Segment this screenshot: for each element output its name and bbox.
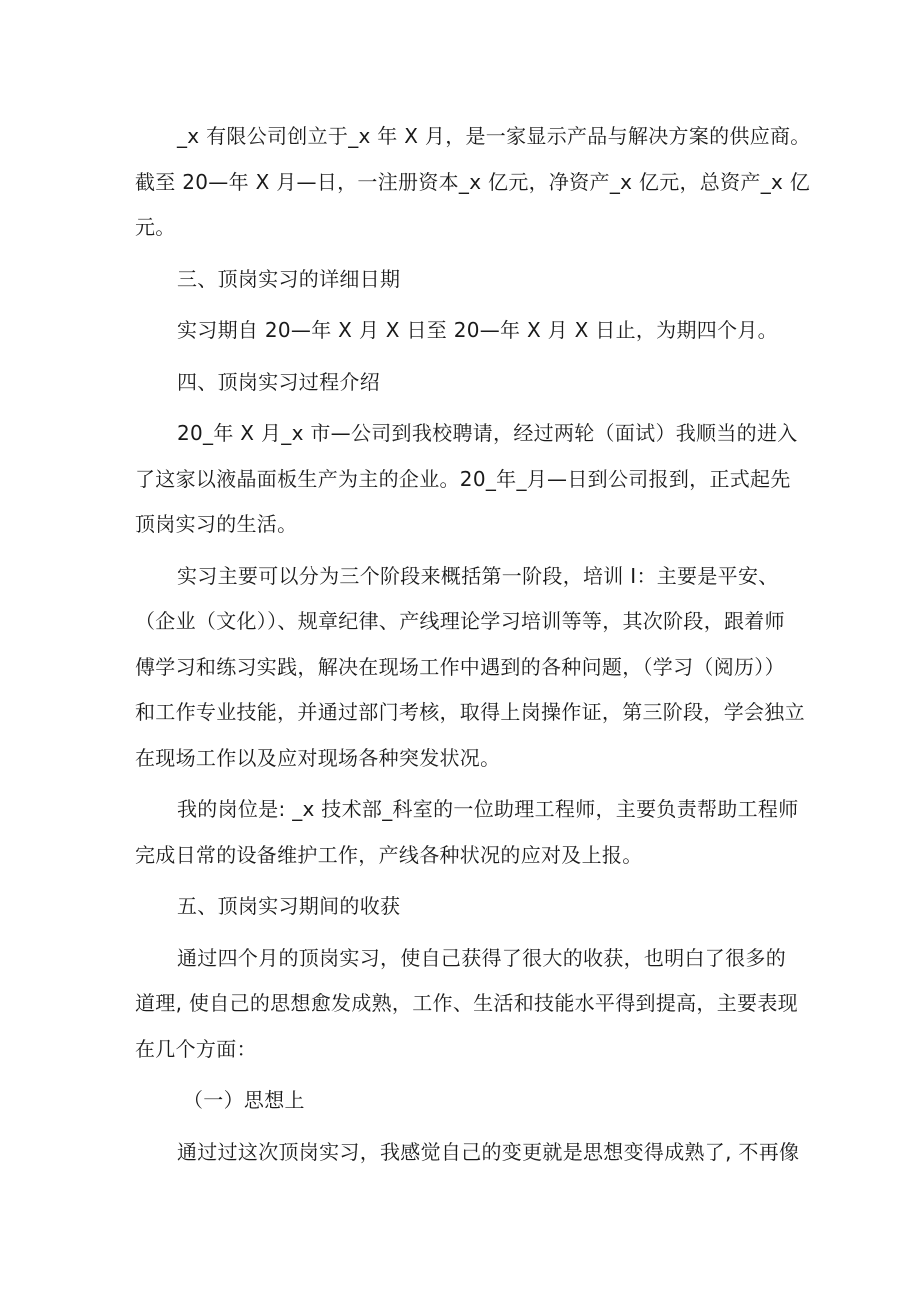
text-line: 傅学习和练习实践，解决在现场工作中遇到的各种问题，（学习（阅历））	[135, 654, 785, 679]
text-line: 通过四个月的顶岗实习，使自己获得了很大的收获，也明白了很多的	[177, 945, 786, 970]
text-line: 顶岗实习的生活。	[135, 512, 298, 536]
heading-text: 五、顶岗实习期间的收获	[177, 894, 401, 918]
position-paragraph	[135, 787, 799, 878]
text-line: _x 有限公司创立于_x 年 X 月，是一家显示产品与解决方案的供应商。	[177, 124, 811, 148]
heading-text: （一）思想上	[183, 1088, 305, 1112]
text-line: 通过过这次顶岗实习，我感觉自己的变更就是思想变得成熟了, 不再像	[177, 1139, 800, 1164]
section-heading-4	[135, 360, 795, 406]
text-line: 元。	[135, 215, 176, 239]
section-heading-3	[135, 257, 795, 303]
document-body	[135, 114, 811, 1181]
recruitment-paragraph	[135, 411, 798, 548]
text-line: 20_年 X 月_x 市—公司到我校聘请，经过两轮（面试）我顺当的进入	[177, 421, 798, 445]
text-line: 在几个方面：	[135, 1036, 257, 1061]
subsection-heading-thought	[135, 1078, 795, 1124]
text-line: 我的岗位是: _x 技术部_科室的一位助理工程师，主要负责帮助工程师	[177, 797, 799, 821]
text-line: 实习主要可以分为三个阶段来概括第一阶段，培训 I：主要是平安、	[177, 563, 779, 588]
company-intro-paragraph	[135, 114, 811, 251]
text-line: 实习期自 20—年 X 月 X 日至 20—年 X 月 X 日止，为期四个月。	[177, 318, 778, 342]
thought-paragraph	[135, 1130, 800, 1176]
text-line: 道理, 使自己的思想愈发成熟，工作、生活和技能水平得到提高，主要表现	[135, 991, 798, 1015]
gains-paragraph	[135, 936, 798, 1073]
text-line: 了这家以液晶面板生产为主的企业。20_年_月—日到公司报到，正式起先	[135, 466, 791, 491]
text-line: 截至 20—年 X 月—日，一注册资本_x 亿元，净资产_x 亿元，总资产_x 亿	[135, 169, 811, 194]
text-line: 完成日常的设备维护工作，产线各种状况的应对及上报。	[135, 842, 643, 867]
text-line: 和工作专业技能，并通过部门考核，取得上岗操作证，第三阶段，学会独立	[135, 700, 805, 724]
stages-paragraph	[135, 554, 805, 782]
text-line: 在现场工作以及应对现场各种突发状况。	[135, 745, 501, 770]
section-heading-5	[135, 884, 795, 930]
internship-dates-paragraph	[135, 308, 795, 354]
text-line: （企业（文化））、规章纪律、产线理论学习培训等等，其次阶段，跟着师	[135, 609, 785, 633]
heading-text: 三、顶岗实习的详细日期	[177, 266, 401, 291]
heading-text: 四、顶岗实习过程介绍	[177, 369, 380, 394]
